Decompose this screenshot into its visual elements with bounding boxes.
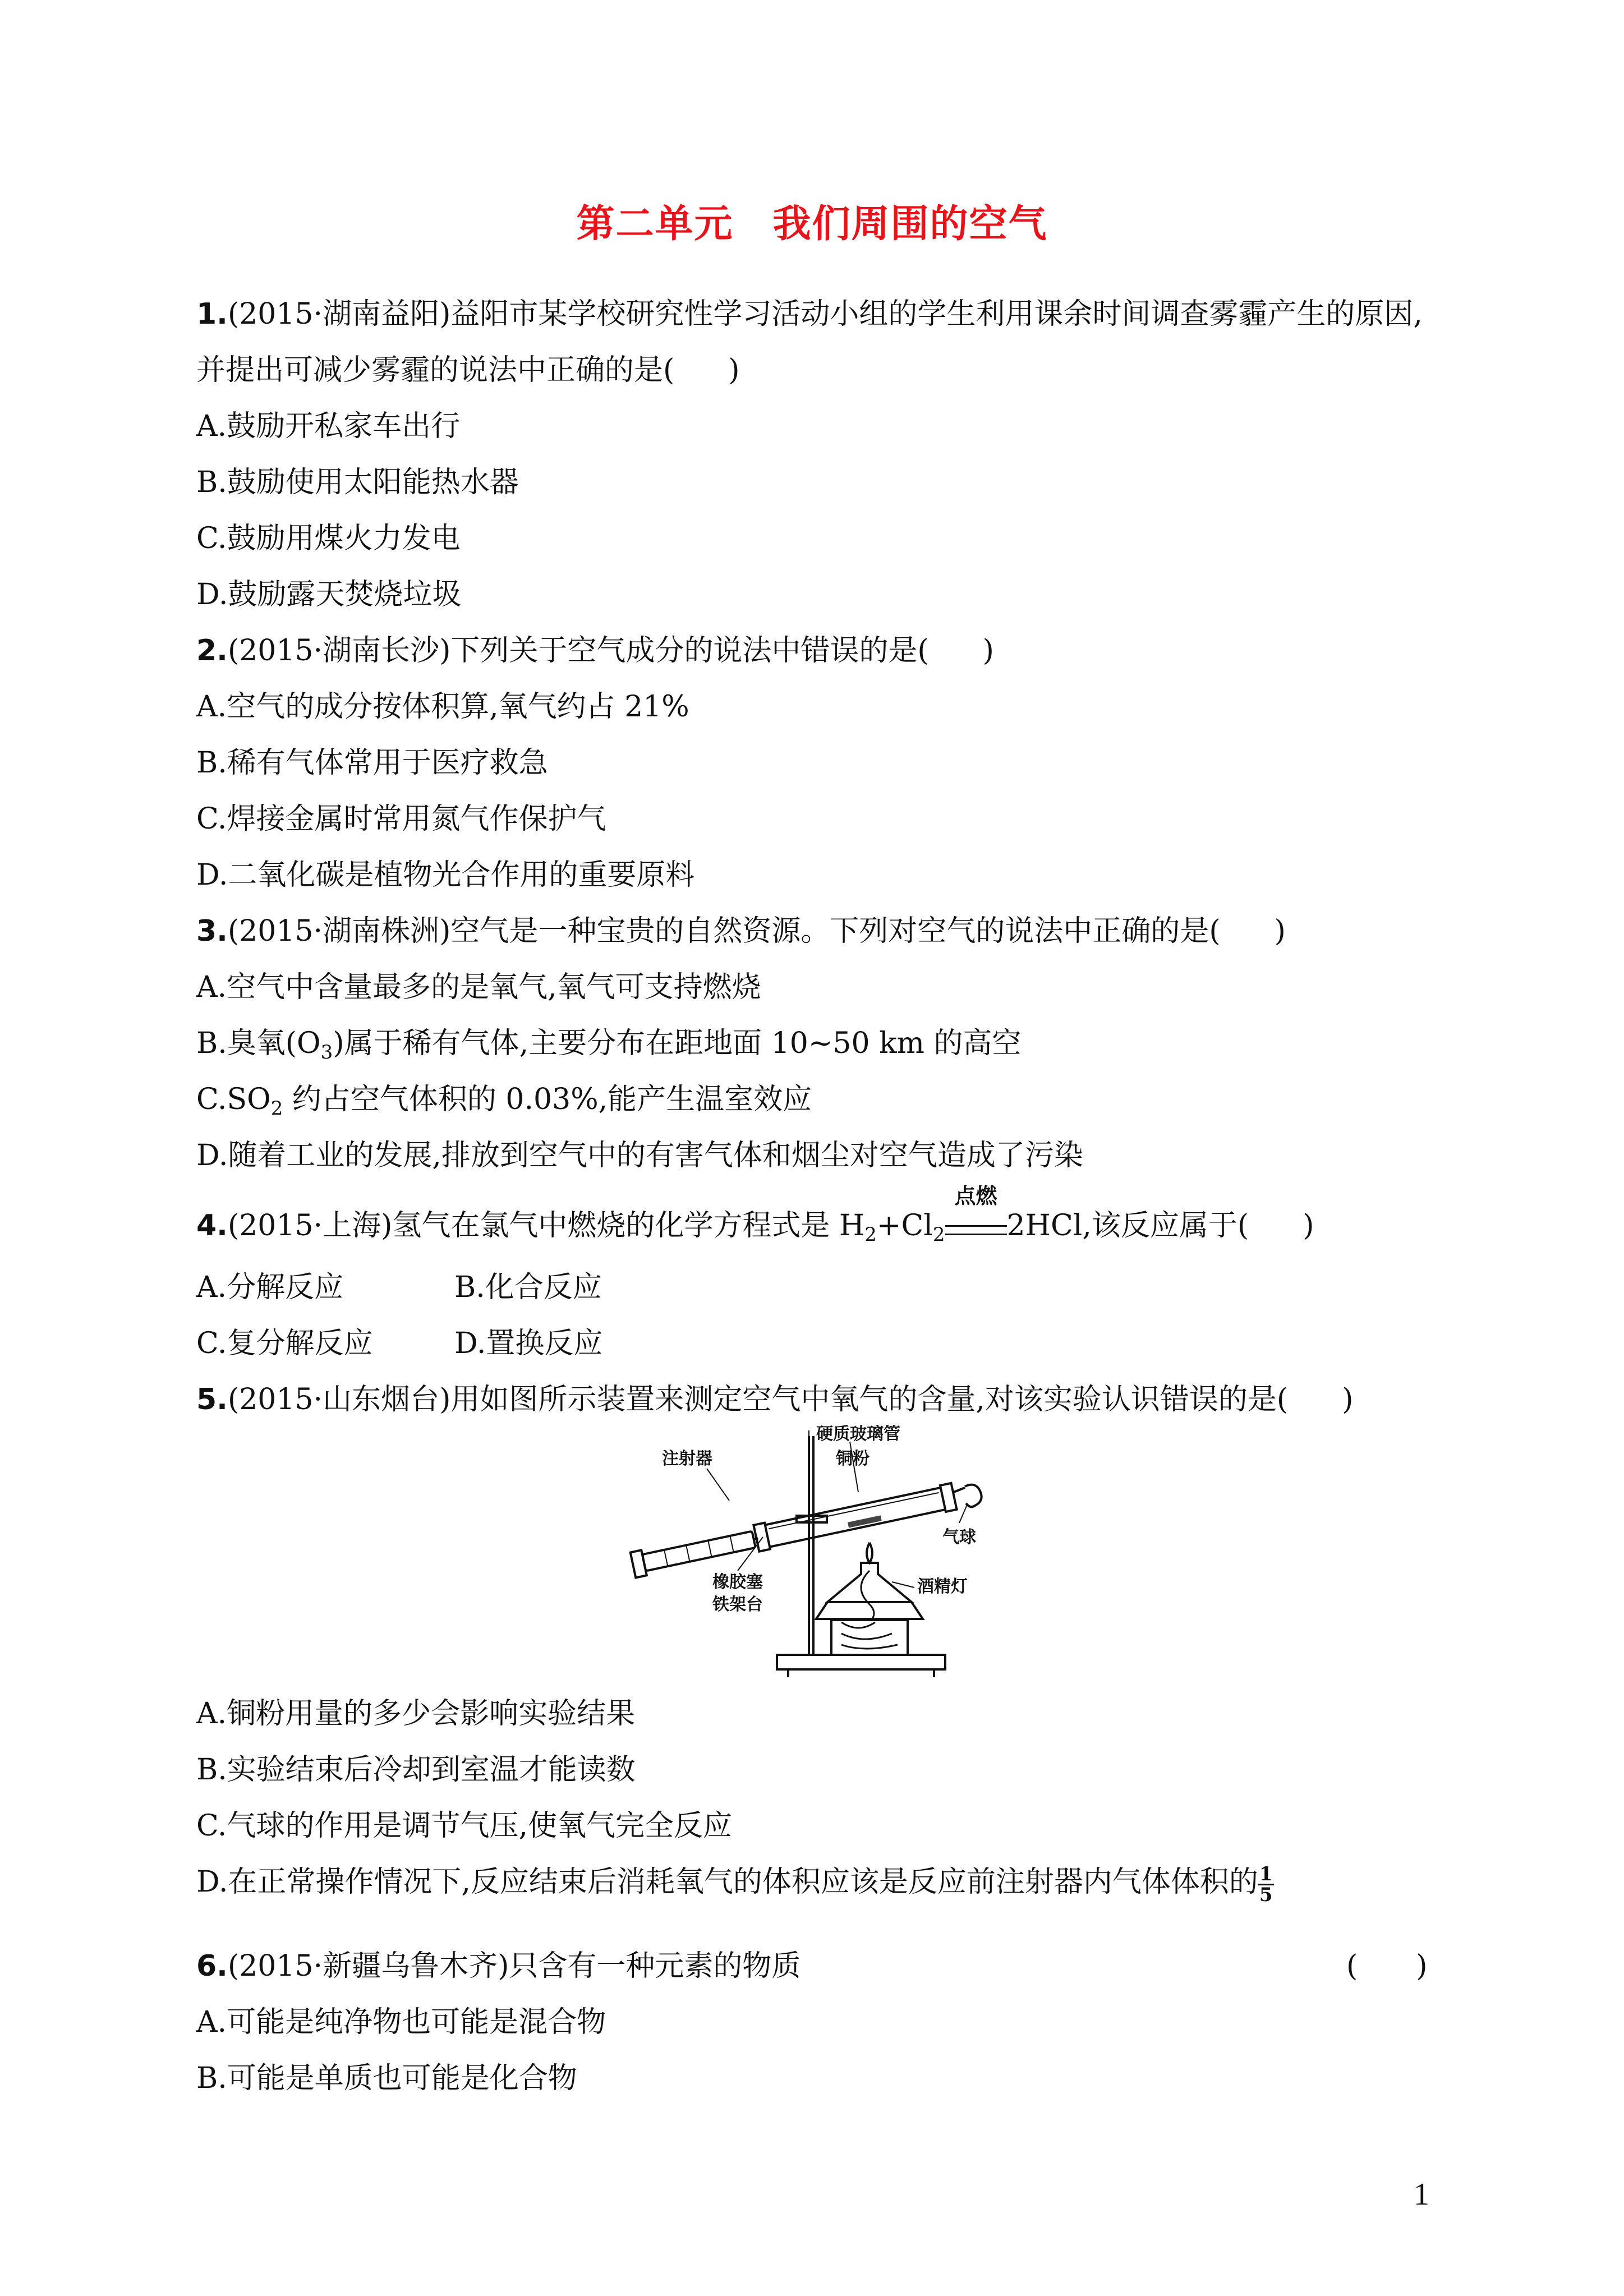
rubber-stopper: [753, 1523, 770, 1552]
option-a: A.分解反应: [196, 1271, 344, 1304]
label-stand: 铁架台: [712, 1595, 763, 1614]
option-c: C.鼓励用煤火力发电: [196, 522, 461, 555]
option-b: B.化合反应: [454, 1271, 602, 1304]
question-1-stem: [196, 295, 1430, 334]
question-text: (2015·湖南益阳)益阳市某学校研究性学习活动小组的学生利用课余时间调查雾霾产生的原因,: [227, 297, 1423, 331]
label-copper: 铜粉: [836, 1449, 869, 1469]
question-2-stem: 2.(2015·湖南长沙)下列关于空气成分的说法中错误的是( ): [196, 634, 994, 668]
option-a: A.空气的成分按体积算,氧气约占 21%: [196, 690, 689, 724]
page-number: 1: [1414, 2177, 1429, 2212]
label-syringe: 注射器: [662, 1449, 712, 1469]
option-a: A.空气中含量最多的是氧气,氧气可支持燃烧: [196, 970, 761, 1004]
label-lamp: 酒精灯: [917, 1577, 968, 1596]
option-b: B.可能是单质也可能是化合物: [196, 2062, 577, 2095]
option-c: $C.SO_2$ 约占空气体积的 0.03%,能产生温室效应: [196, 1083, 812, 1120]
apparatus-figure: [628, 1425, 999, 1683]
question-4-stem: 4.(2015·上海)氢气在氯气中燃烧的化学方程式是 $H_2+Cl_2$ 点燃 2HCl,该反应属于( ): [196, 1184, 1314, 1246]
page-title: 第二单元 我们周围的空气: [576, 202, 1048, 246]
options-row-2: [196, 1324, 1430, 1363]
option-b: B.稀有气体常用于医疗救急: [196, 746, 548, 780]
question-6-stem: 6.(2015·新疆乌鲁木齐)只含有一种元素的物质: [196, 1949, 801, 1983]
option-b: B.鼓励使用太阳能热水器: [196, 466, 519, 499]
option-c: C.焊接金属时常用氮气作保护气: [196, 802, 606, 836]
option-d: D.随着工业的发展,排放到空气中的有害气体和烟尘对空气造成了污染: [196, 1139, 1083, 1172]
option-c: C.复分解反应: [196, 1327, 373, 1360]
option-b: B.臭氧$(O_3)$属于稀有气体,主要分布在距地面 10~50 km 的高空: [196, 1027, 1022, 1064]
option-d: D.二氧化碳是植物光合作用的重要原料: [196, 858, 695, 892]
question-5-stem: 5.(2015·山东烟台)用如图所示装置来测定空气中氧气的含量,对该实验认识错误的是( ): [196, 1383, 1354, 1416]
fraction: $\frac{1}{5}$: [1259, 1863, 1273, 1906]
label-stopper: 橡胶塞: [712, 1572, 763, 1592]
syringe: [642, 1531, 756, 1571]
option-a: A.鼓励开私家车出行: [196, 409, 461, 443]
stand-base: [777, 1655, 945, 1669]
option-d: D.置换反应: [454, 1327, 603, 1360]
option-c: C.气球的作用是调节气压,使氧气完全反应: [196, 1809, 732, 1843]
alcohol-lamp: [827, 1563, 912, 1602]
option-b: B.实验结束后冷却到室温才能读数: [196, 1753, 636, 1787]
question-number: 1.: [196, 297, 228, 331]
reaction-condition: 点燃: [945, 1209, 1007, 1235]
question-3-stem: 3.(2015·湖南株洲)空气是一种宝贵的自然资源。下列对空气的说法中正确的是( ): [196, 914, 1286, 948]
question-1-stem-line2: 并提出可减少雾霾的说法中正确的是( ): [196, 353, 740, 387]
label-balloon: 气球: [942, 1527, 976, 1547]
option-a: A.铜粉用量的多少会影响实验结果: [196, 1697, 636, 1731]
answer-parentheses: ( ): [1346, 1949, 1428, 1983]
label-tube: 硬质玻璃管: [816, 1425, 900, 1444]
option-a: A.可能是纯净物也可能是混合物: [196, 2005, 606, 2039]
option-d: D.鼓励露天焚烧垃圾: [196, 578, 462, 611]
options-row-1: [196, 1268, 1430, 1307]
option-d: D.在正常操作情况下,反应结束后消耗氧气的体积应该是反应前注射器内气体体积的 $\frac{1}{5}$: [196, 1863, 1273, 1906]
